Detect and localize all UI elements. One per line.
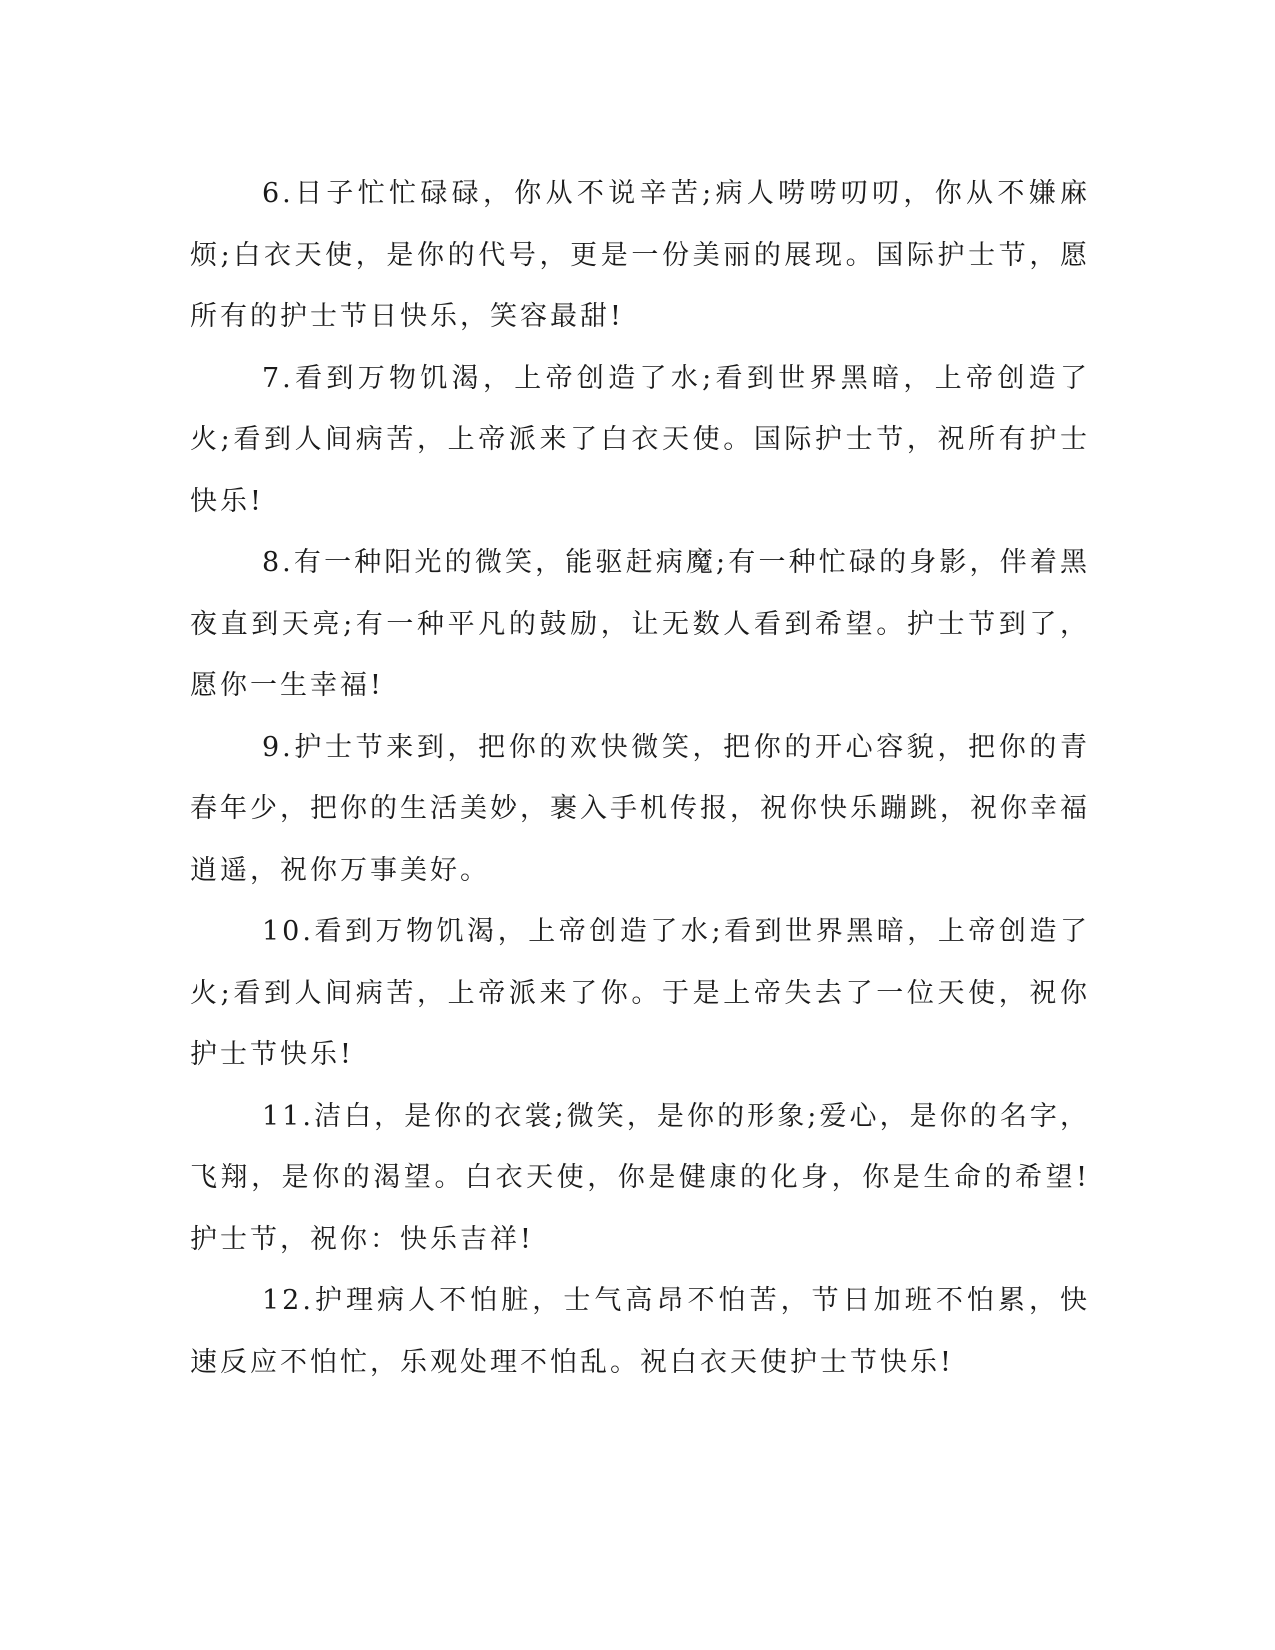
paragraph-9: 9.护士节来到，把你的欢快微笑，把你的开心容貌，把你的青春年少，把你的生活美妙，裹入手机传报，祝你快乐蹦跳，祝你幸福逍遥，祝你万事美好。	[190, 731, 1090, 886]
paragraph-6: 6.日子忙忙碌碌，你从不说辛苦;病人唠唠叨叨，你从不嫌麻烦;白衣天使，是你的代号，更是一份美丽的展现。国际护士节，愿所有的护士节日快乐，笑容最甜!	[190, 178, 1090, 332]
paragraph-10: 10.看到万物饥渴，上帝创造了水;看到世界黑暗，上帝创造了火;看到人间病苦，上帝派来了你。于是上帝失去了一位天使，祝你护士节快乐!	[190, 916, 1090, 1070]
paragraph-12: 12.护理病人不怕脏，士气高昂不怕苦，节日加班不怕累，快速反应不怕忙，乐观处理不怕乱。祝白衣天使护士节快乐!	[190, 1285, 1090, 1378]
paragraph-8: 8.有一种阳光的微笑，能驱赶病魔;有一种忙碌的身影，伴着黑夜直到天亮;有一种平凡的鼓励，让无数人看到希望。护士节到了，愿你一生幸福!	[190, 547, 1090, 701]
document-body	[190, 163, 1090, 1393]
paragraph-7: 7.看到万物饥渴，上帝创造了水;看到世界黑暗，上帝创造了火;看到人间病苦，上帝派来了白衣天使。国际护士节，祝所有护士快乐!	[190, 362, 1090, 517]
paragraph-11: 11.洁白，是你的衣裳;微笑，是你的形象;爱心，是你的名字，飞翔，是你的渴望。白衣天使，你是健康的化身，你是生命的希望!护士节，祝你：快乐吉祥!	[190, 1100, 1090, 1255]
